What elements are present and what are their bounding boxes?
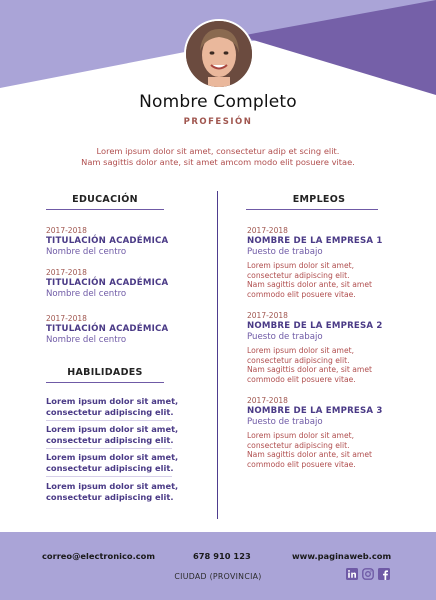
education-year: 2017-2018	[46, 226, 87, 235]
job-desc-line: Lorem ipsum dolor sit amet,	[247, 346, 355, 355]
job-position: Puesto de trabajo	[247, 332, 323, 342]
job-company: NOMBRE DE LA EMPRESA 1	[247, 236, 383, 246]
intro-text	[40, 146, 396, 168]
profession: PROFESIÓN	[183, 117, 253, 127]
skill-line: Lorem ipsum dolor sit amet,	[46, 452, 179, 462]
column-divider	[217, 191, 218, 519]
job-desc-line: Lorem ipsum dolor sit amet,	[247, 431, 355, 440]
jobs-underline	[246, 209, 378, 210]
linkedin-icon[interactable]	[346, 568, 358, 580]
education-center: Nombre del centro	[46, 289, 127, 299]
instagram-icon[interactable]	[362, 568, 374, 580]
skill-line: consectetur adipiscing elit.	[46, 434, 174, 445]
education-underline	[46, 209, 164, 210]
education-degree: TITULACIÓN ACADÉMICA	[46, 236, 169, 246]
footer-email[interactable]: correo@electronico.com	[42, 551, 155, 561]
job-description	[247, 261, 397, 300]
skill-divider	[46, 448, 172, 449]
job-position: Puesto de trabajo	[247, 247, 323, 257]
footer-website[interactable]: www.paginaweb.com	[292, 551, 392, 561]
intro-line-2: Nam sagittis dolor ante, sit amet amcom modo elit posuere vitae.	[81, 157, 355, 167]
job-position: Puesto de trabajo	[247, 417, 323, 427]
job-desc-line: commodo elit posuere vitae.	[247, 375, 356, 385]
skills-title: HABILIDADES	[67, 367, 143, 378]
skills-underline	[46, 382, 164, 383]
skill-divider	[46, 420, 172, 421]
education-degree: TITULACIÓN ACADÉMICA	[46, 324, 169, 334]
person-photo-illustration	[186, 21, 252, 87]
education-year: 2017-2018	[46, 268, 87, 277]
education-year: 2017-2018	[46, 314, 87, 323]
education-center: Nombre del centro	[46, 247, 127, 257]
job-desc-line: consectetur adipiscing elit.	[247, 440, 350, 450]
footer-bar	[0, 532, 436, 600]
jobs-title: EMPLEOS	[292, 194, 346, 205]
job-desc-line: Nam sagittis dolor ante, sit amet	[247, 365, 372, 375]
skill-line: Lorem ipsum dolor sit amet,	[46, 396, 179, 406]
job-company: NOMBRE DE LA EMPRESA 3	[247, 406, 383, 416]
footer-city: CIUDAD (PROVINCIA)	[174, 572, 262, 581]
skill-line: consectetur adipiscing elit.	[46, 462, 174, 473]
job-desc-line: commodo elit posuere vitae.	[247, 460, 356, 470]
profile-photo	[184, 19, 254, 89]
job-year: 2017-2018	[247, 226, 288, 235]
education-degree: TITULACIÓN ACADÉMICA	[46, 278, 169, 288]
job-desc-line: Nam sagittis dolor ante, sit amet	[247, 450, 372, 460]
footer-phone[interactable]: 678 910 123	[193, 551, 251, 561]
job-desc-line: commodo elit posuere vitae.	[247, 290, 356, 300]
skill-item-4	[46, 481, 196, 502]
job-company: NOMBRE DE LA EMPRESA 2	[247, 321, 383, 331]
skill-line: consectetur adipiscing elit.	[46, 406, 174, 417]
full-name: Nombre Completo	[139, 92, 297, 112]
job-year: 2017-2018	[247, 311, 288, 320]
skill-item-3	[46, 452, 196, 473]
skill-divider	[46, 476, 172, 477]
education-center: Nombre del centro	[46, 335, 127, 345]
job-desc-line: consectetur adipiscing elit.	[247, 355, 350, 365]
skill-line: consectetur adipiscing elit.	[46, 491, 174, 502]
job-desc-line: Nam sagittis dolor ante, sit amet	[247, 280, 372, 290]
job-year: 2017-2018	[247, 396, 288, 405]
intro-line-1: Lorem ipsum dolor sit amet, consectetur adip et scing elit.	[96, 146, 340, 156]
skill-line: Lorem ipsum dolor sit amet,	[46, 481, 179, 491]
job-description	[247, 431, 397, 470]
job-description	[247, 346, 397, 385]
facebook-icon[interactable]	[378, 568, 390, 580]
skill-line: Lorem ipsum dolor sit amet,	[46, 424, 179, 434]
skill-item-2	[46, 424, 196, 445]
education-title: EDUCACIÓN	[72, 194, 138, 205]
skill-item-1	[46, 396, 196, 417]
job-desc-line: consectetur adipiscing elit.	[247, 270, 350, 280]
job-desc-line: Lorem ipsum dolor sit amet,	[247, 261, 355, 270]
